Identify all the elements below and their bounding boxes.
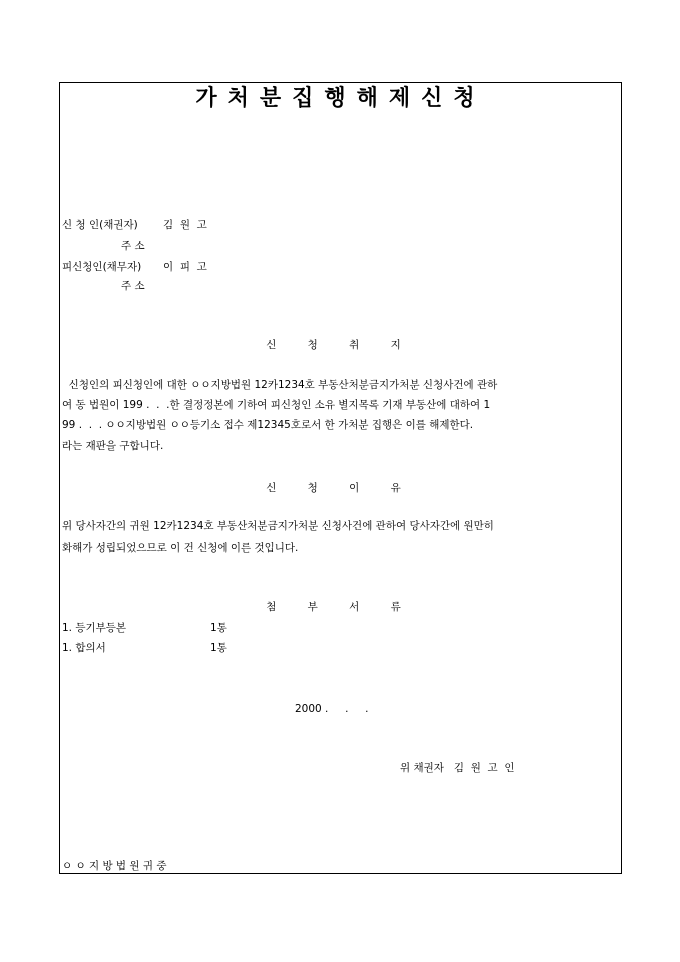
attachments-heading: 첨 부 서 류 — [266, 601, 415, 613]
purpose-line: 여 동 법원이 199 . . .한 결정정본에 기하여 피신청인 소유 별지목록 기재 부동산에 대하여 1 — [62, 399, 491, 411]
applicant-signature: 위 채권자 김 원 고 인 — [400, 762, 515, 774]
court-addressee: ㅇ ㅇ 지 방 법 원 귀 중 — [62, 860, 167, 872]
reason-line: 화해가 성립되었으므로 이 건 신청에 이른 것입니다. — [62, 542, 299, 554]
page-title: 가처분집행해제신청 — [195, 85, 486, 111]
application-document — [59, 82, 622, 874]
applicant-label: 신 청 인(채권자) — [62, 219, 138, 231]
reason-line: 위 당사자간의 귀원 12카1234호 부동산처분금지가처분 신청사건에 관하여 당사자간에 원만히 — [62, 520, 494, 532]
purpose-line: 라는 재판을 구합니다. — [62, 440, 164, 452]
attachment-item-count: 1통 — [210, 622, 227, 634]
respondent-label: 피신청인(채무자) — [62, 261, 142, 273]
purpose-line: 신청인의 피신청인에 대한 ㅇㅇ지방법원 12카1234호 부동산처분금지가처분 신청사건에 관하 — [62, 379, 498, 391]
reason-heading: 신 청 이 유 — [266, 482, 415, 494]
attachment-item-name: 1. 합의서 — [62, 642, 106, 654]
purpose-heading: 신 청 취 지 — [266, 339, 415, 351]
respondent-name: 이 피 고 — [163, 261, 207, 273]
attachment-item-name: 1. 등기부등본 — [62, 622, 127, 634]
respondent-address-label: 주 소 — [121, 280, 145, 292]
purpose-line: 99 . . . ㅇㅇ지방법원 ㅇㅇ등기소 접수 제12345호로서 한 가처분 집행은 이를 해제한다. — [62, 419, 474, 431]
application-date: 2000 . . . — [295, 703, 369, 715]
applicant-name: 김 원 고 — [163, 219, 207, 231]
applicant-address-label: 주 소 — [121, 240, 145, 252]
attachment-item-count: 1통 — [210, 642, 227, 654]
